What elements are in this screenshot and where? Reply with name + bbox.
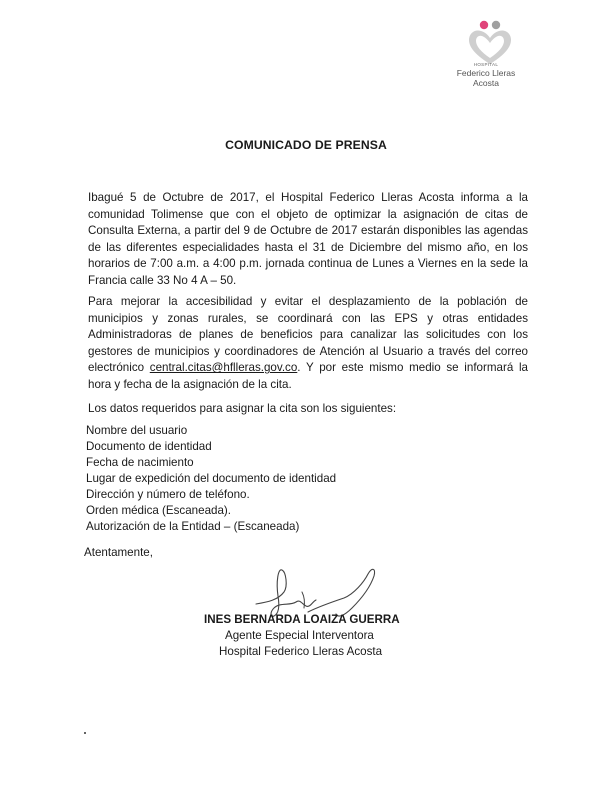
page-mark	[84, 732, 86, 734]
signer-institution: Hospital Federico Lleras Acosta	[219, 645, 383, 658]
list-item: Documento de identidad	[86, 440, 212, 453]
list-item: Dirección y número de teléfono.	[86, 488, 250, 501]
list-item: Orden médica (Escaneada).	[86, 504, 231, 517]
paragraph-announcement: Ibagué 5 de Octubre de 2017, el Hospital Federico Lleras Acosta informa a la comunidad Tolimense que con el objeto de optimizar la asignación de citas de Consulta Externa, a partir del 9 de Octubre de 2017 estarán disponibles las agendas de las diferentes especialidades hasta el 31 de Diciembre del mismo año, en los horarios de 7:00 a.m. a 4:00 p.m. jornada continua de Lunes a Viernes en la sede la Francia calle 33 No 4 A – 50.	[88, 191, 528, 287]
list-item: Autorización de la Entidad – (Escaneada)	[86, 520, 300, 533]
requirements-list	[86, 423, 336, 535]
closing-text: Atentamente,	[84, 546, 153, 559]
signer-role: Agente Especial Interventora	[225, 629, 374, 642]
list-item: Nombre del usuario	[86, 424, 188, 437]
list-item: Lugar de expedición del documento de identidad	[86, 472, 337, 485]
logo-name: Federico Lleras Acosta	[456, 68, 516, 88]
logo-caption: HOSPITAL	[473, 62, 499, 67]
list-item: Fecha de nacimiento	[86, 456, 194, 469]
signer-name: INES BERNARDA LOAIZA GUERRA	[204, 613, 400, 626]
email-link[interactable]: central.citas@hflleras.gov.co	[149, 361, 298, 375]
paragraph-accessibility	[88, 294, 528, 394]
document-title: COMUNICADO DE PRENSA	[225, 138, 387, 152]
paragraph-accessibility-text-end: . Y por este mismo medio se informará la hora y fecha de la asignación de la cita.	[88, 361, 528, 391]
paragraph-requirements-intro: Los datos requeridos para asignar la cita son los siguientes:	[88, 402, 397, 415]
paragraph-accessibility-text: Para mejorar la accesibilidad y evitar el desplazamiento de la población de municipios y zonas rurales, se coordinará con las EPS y otras entidades Administradoras de planes de beneficios para canalizar las solicitudes con los gestores de municipios y coordinadores de Atención al Usuario a través del correo electrónico	[88, 295, 528, 375]
